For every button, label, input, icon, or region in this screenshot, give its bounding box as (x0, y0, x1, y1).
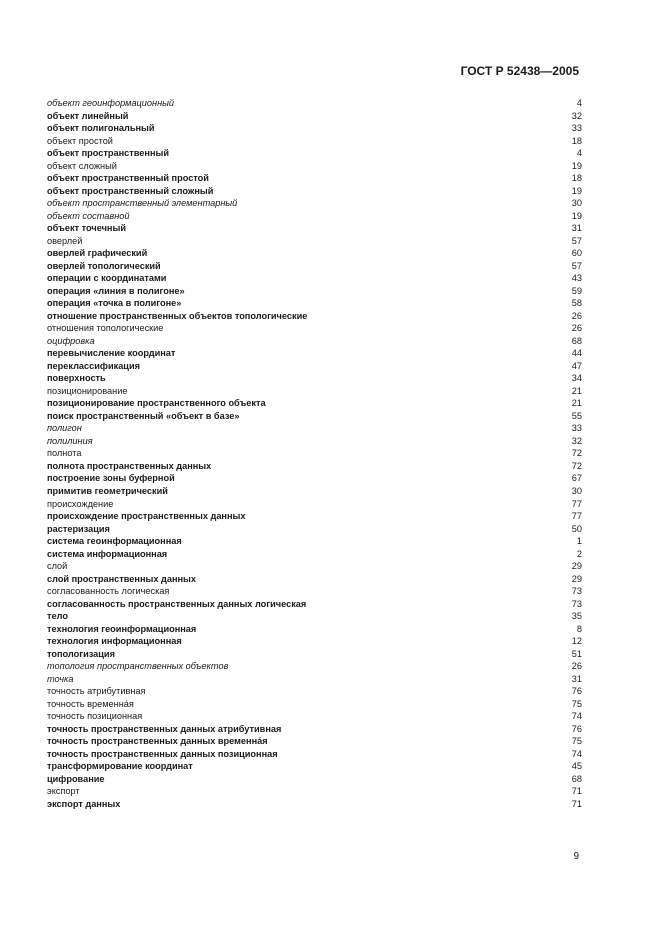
index-entry (47, 685, 582, 698)
index-page-ref: 19 (571, 185, 582, 196)
index-entry (47, 610, 582, 623)
index-term: отношения топологические (47, 323, 164, 334)
index-page-ref: 73 (571, 586, 582, 597)
index-entry (47, 297, 582, 310)
index-page-ref: 32 (571, 110, 582, 121)
index-term: объект пространственный (47, 148, 169, 159)
index-term: точность пространственных данных позиционная (47, 748, 278, 759)
index-page-ref: 57 (571, 260, 582, 271)
index-page-ref: 75 (571, 698, 582, 709)
index-page-ref: 76 (571, 723, 582, 734)
document-header: ГОСТ Р 52438—2005 (460, 64, 579, 78)
index-entry (47, 598, 582, 611)
index-entry (47, 698, 582, 711)
index-page-ref: 4 (576, 98, 582, 108)
index-entry (47, 385, 582, 398)
index-page-ref: 26 (571, 310, 582, 321)
index-page-ref: 19 (571, 160, 582, 171)
index-page-ref: 59 (571, 285, 582, 296)
index-term: система информационная (47, 548, 168, 559)
index-term: оверлей (47, 235, 83, 246)
index-page-ref: 35 (571, 611, 582, 622)
index-term: построение зоны буферной (47, 473, 175, 484)
index-page-ref: 77 (571, 511, 582, 522)
index-entry (47, 247, 582, 260)
index-term: точность пространственных данных временна́я (47, 736, 268, 747)
index-term: оверлей топологический (47, 260, 161, 271)
index-entry (47, 535, 582, 548)
index-entry (47, 447, 582, 460)
index-entry (47, 635, 582, 648)
index-term: согласованность пространственных данных логическая (47, 598, 307, 609)
index-entry (47, 422, 582, 435)
index-entry (47, 773, 582, 786)
index-entry (47, 710, 582, 723)
index-entry (47, 548, 582, 561)
index-term: операция «линия в полигоне» (47, 285, 185, 296)
index-entry (47, 510, 582, 523)
index-entry (47, 335, 582, 348)
index-entry (47, 310, 582, 323)
index-page-ref: 31 (571, 223, 582, 234)
index-term: поиск пространственный «объект в базе» (47, 410, 240, 421)
index-term: происхождение пространственных данных (47, 511, 246, 522)
index-page-ref: 75 (571, 736, 582, 747)
index-entry (47, 285, 582, 298)
index-entry (47, 623, 582, 636)
index-page-ref: 50 (571, 523, 582, 534)
index-page-ref: 47 (571, 360, 582, 371)
index-entry (47, 322, 582, 335)
index-entry (47, 110, 582, 123)
index-page-ref: 43 (571, 273, 582, 284)
index-entry (47, 160, 582, 173)
index-entry (47, 435, 582, 448)
index-page-ref: 77 (571, 498, 582, 509)
index-entry (47, 785, 582, 798)
index-page-ref: 1 (576, 536, 582, 547)
index-page-ref: 4 (576, 148, 582, 159)
index-term: точность позиционная (47, 711, 143, 722)
index-entry (47, 347, 582, 360)
index-page-ref: 44 (571, 348, 582, 359)
index-term: оцифровка (47, 335, 95, 346)
index-page-ref: 73 (571, 598, 582, 609)
index-page-ref: 51 (571, 648, 582, 659)
index-entry (47, 648, 582, 661)
index-entry (47, 222, 582, 235)
index-entry (47, 210, 582, 223)
index-entry (47, 372, 582, 385)
index-entry (47, 147, 582, 160)
index-entry (47, 723, 582, 736)
index-page-ref: 72 (571, 448, 582, 459)
index-page-ref: 68 (571, 335, 582, 346)
index-entry (47, 397, 582, 410)
index-page-ref: 19 (571, 210, 582, 221)
index-entry (47, 197, 582, 210)
index-term: слой пространственных данных (47, 573, 197, 584)
index-term: перевычисление координат (47, 348, 176, 359)
index-page-ref: 18 (571, 173, 582, 184)
index-entry (47, 122, 582, 135)
index-entry (47, 410, 582, 423)
index-page-ref: 29 (571, 561, 582, 572)
index-term: происхождение (47, 498, 114, 509)
index-entry (47, 460, 582, 473)
index-entry (47, 798, 582, 811)
index-term: трансформирование координат (47, 761, 193, 772)
index-entry (47, 185, 582, 198)
index-term: объект полигональный (47, 123, 155, 134)
index-page-ref: 67 (571, 473, 582, 484)
page-number: 9 (573, 851, 579, 862)
index-term: объект пространственный сложный (47, 185, 214, 196)
index-term: объект простой (47, 135, 113, 146)
index-term: экспорт данных (47, 798, 121, 809)
index-entry (47, 523, 582, 536)
index-page-ref: 55 (571, 410, 582, 421)
index-page-ref: 74 (571, 711, 582, 722)
index-term: объект точечный (47, 223, 126, 234)
index-term: операция «точка в полигоне» (47, 298, 182, 309)
index-entry (47, 97, 582, 110)
index-entry (47, 673, 582, 686)
index-term: полилиния (47, 435, 93, 446)
index-term: позиционирование (47, 385, 128, 396)
index-term: технология геоинформационная (47, 623, 197, 634)
index-term: объект пространственный простой (47, 173, 209, 184)
index-entry (47, 735, 582, 748)
index-page-ref: 26 (571, 661, 582, 672)
index-entry (47, 560, 582, 573)
index-term: точность атрибутивная (47, 686, 146, 697)
index-page-ref: 30 (571, 198, 582, 209)
index-entry (47, 660, 582, 673)
term-index-list (47, 97, 582, 810)
index-term: полигон (47, 423, 82, 434)
index-entry (47, 485, 582, 498)
index-term: топология пространственных объектов (47, 661, 229, 672)
index-term: переклассификация (47, 360, 140, 371)
index-page-ref: 33 (571, 123, 582, 134)
index-page-ref: 18 (571, 135, 582, 146)
index-term: экспорт (47, 786, 80, 797)
index-entry (47, 272, 582, 285)
index-term: слой (47, 561, 68, 572)
index-page-ref: 21 (571, 398, 582, 409)
index-page-ref: 58 (571, 298, 582, 309)
index-entry (47, 472, 582, 485)
index-term: точка (47, 673, 74, 684)
index-term: объект геоинформационный (47, 98, 175, 108)
index-page-ref: 57 (571, 235, 582, 246)
index-entry (47, 585, 582, 598)
index-page-ref: 32 (571, 435, 582, 446)
index-page-ref: 60 (571, 248, 582, 259)
index-entry (47, 573, 582, 586)
index-page-ref: 68 (571, 773, 582, 784)
index-page-ref: 31 (571, 673, 582, 684)
index-term: примитив геометрический (47, 485, 168, 496)
index-page-ref: 34 (571, 373, 582, 384)
index-page-ref: 71 (571, 786, 582, 797)
index-entry (47, 172, 582, 185)
index-page-ref: 45 (571, 761, 582, 772)
index-entry (47, 135, 582, 148)
index-term: объект сложный (47, 160, 117, 171)
index-page-ref: 76 (571, 686, 582, 697)
index-term: позиционирование пространственного объекта (47, 398, 266, 409)
index-entry (47, 760, 582, 773)
index-term: точность пространственных данных атрибутивная (47, 723, 282, 734)
index-entry (47, 498, 582, 511)
index-entry (47, 260, 582, 273)
index-page-ref: 30 (571, 485, 582, 496)
index-page-ref: 12 (571, 636, 582, 647)
index-term: оверлей графический (47, 248, 148, 259)
index-term: топологизация (47, 648, 115, 659)
index-page-ref: 33 (571, 423, 582, 434)
index-term: операции с координатами (47, 273, 167, 284)
index-term: точность временна́я (47, 698, 134, 709)
index-term: полнота (47, 448, 82, 459)
index-term: поверхность (47, 373, 106, 384)
index-page-ref: 26 (571, 323, 582, 334)
index-entry (47, 360, 582, 373)
index-page-ref: 71 (571, 798, 582, 809)
index-term: растеризация (47, 523, 110, 534)
index-entry (47, 235, 582, 248)
index-term: отношение пространственных объектов топологические (47, 310, 308, 321)
index-page-ref: 21 (571, 385, 582, 396)
index-term: объект пространственный элементарный (47, 198, 238, 209)
index-term: цифрование (47, 773, 105, 784)
index-page-ref: 2 (576, 548, 582, 559)
index-term: объект линейный (47, 110, 129, 121)
index-term: тело (47, 611, 68, 622)
index-term: система геоинформационная (47, 536, 182, 547)
index-page-ref: 29 (571, 573, 582, 584)
index-term: полнота пространственных данных (47, 460, 212, 471)
index-term: согласованность логическая (47, 586, 170, 597)
index-page-ref: 8 (576, 623, 582, 634)
index-page-ref: 72 (571, 460, 582, 471)
index-term: технология информационная (47, 636, 182, 647)
index-term: объект составной (47, 210, 130, 221)
index-page-ref: 74 (571, 748, 582, 759)
index-entry (47, 748, 582, 761)
